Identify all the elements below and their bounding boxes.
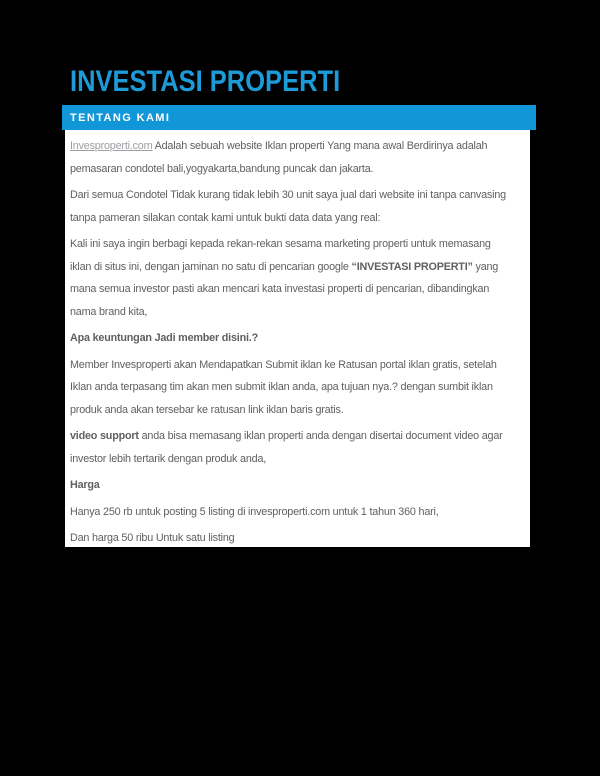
paragraph — [70, 184, 530, 229]
text-line — [70, 425, 530, 448]
text-segment: tanpa pameran silakan contak kami untuk bukti data data yang real: — [70, 211, 381, 224]
paragraph — [70, 527, 530, 547]
paragraph — [70, 425, 530, 470]
text-segment: nama brand kita, — [70, 305, 148, 318]
text-segment: Adalah sebuah website Iklan properti Yang mana awal Berdirinya adalah — [152, 140, 488, 152]
text-line — [70, 327, 530, 350]
document-title: INVESTASI PROPERTI — [70, 65, 341, 98]
document-page — [65, 130, 530, 547]
paragraph — [70, 233, 530, 323]
text-line — [70, 474, 530, 497]
text-segment: Dari semua Condotel Tidak kurang tidak lebih 30 unit saya jual dari website ini tanpa canvasing — [70, 189, 506, 201]
paragraph — [70, 135, 530, 180]
text-segment: produk anda akan tersebar ke ratusan link iklan baris gratis. — [70, 403, 344, 416]
document-body — [65, 130, 530, 547]
text-line — [70, 501, 530, 524]
text-segment: pemasaran condotel bali,yogyakarta,bandung puncak dan jakarta. — [70, 162, 374, 175]
text-segment: Apa keuntungan Jadi member disini.? — [70, 332, 258, 344]
paragraph — [70, 474, 530, 497]
text-segment: Harga — [70, 479, 100, 491]
text-line — [70, 527, 530, 547]
text-line — [70, 399, 530, 422]
text-segment: investor lebih tertarik dengan produk anda, — [70, 452, 267, 465]
text-line — [70, 278, 530, 301]
text-segment: video support — [70, 430, 139, 442]
text-line — [70, 233, 530, 256]
text-segment: Member Invesproperti akan Mendapatkan Submit iklan ke Ratusan portal iklan gratis, setelah — [70, 358, 497, 371]
paragraph — [70, 501, 530, 524]
text-segment: “INVESTASI PROPERTI” — [351, 260, 473, 273]
text-segment: Iklan anda terpasang tim akan men submit iklan anda, apa tujuan nya.? dengan sumbit iklan — [70, 381, 493, 393]
text-line — [70, 376, 530, 399]
text-segment: Hanya 250 rb untuk posting 5 listing di invesproperti.com untuk 1 tahun 360 hari, — [70, 505, 439, 518]
text-line — [70, 184, 530, 207]
text-line — [70, 448, 530, 471]
text-segment: Kali ini saya ingin berbagi kepada rekan-rekan sesama marketing properti untuk memasang — [70, 238, 491, 250]
text-segment: yang — [472, 260, 499, 273]
paragraph — [70, 327, 530, 350]
text-line — [70, 135, 530, 158]
text-line — [70, 301, 530, 324]
text-segment: Dan harga 50 ribu Untuk satu listing — [70, 532, 235, 544]
text-segment: mana semua investor pasti akan mencari kata investasi properti di pencarian, dibandingkan — [70, 283, 490, 295]
invesproperti-link[interactable]: Invesproperti.com — [70, 140, 153, 152]
text-segment: iklan di situs ini, dengan jaminan no satu di pencarian google — [70, 260, 352, 273]
text-line — [70, 256, 530, 279]
section-banner-label: TENTANG KAMI — [70, 111, 171, 124]
text-line — [70, 158, 530, 181]
text-line — [70, 207, 530, 230]
text-segment: anda bisa memasang iklan properti anda dengan disertai document video agar — [138, 430, 503, 442]
text-line — [70, 354, 530, 377]
section-banner — [62, 105, 536, 130]
paragraph — [70, 354, 530, 422]
